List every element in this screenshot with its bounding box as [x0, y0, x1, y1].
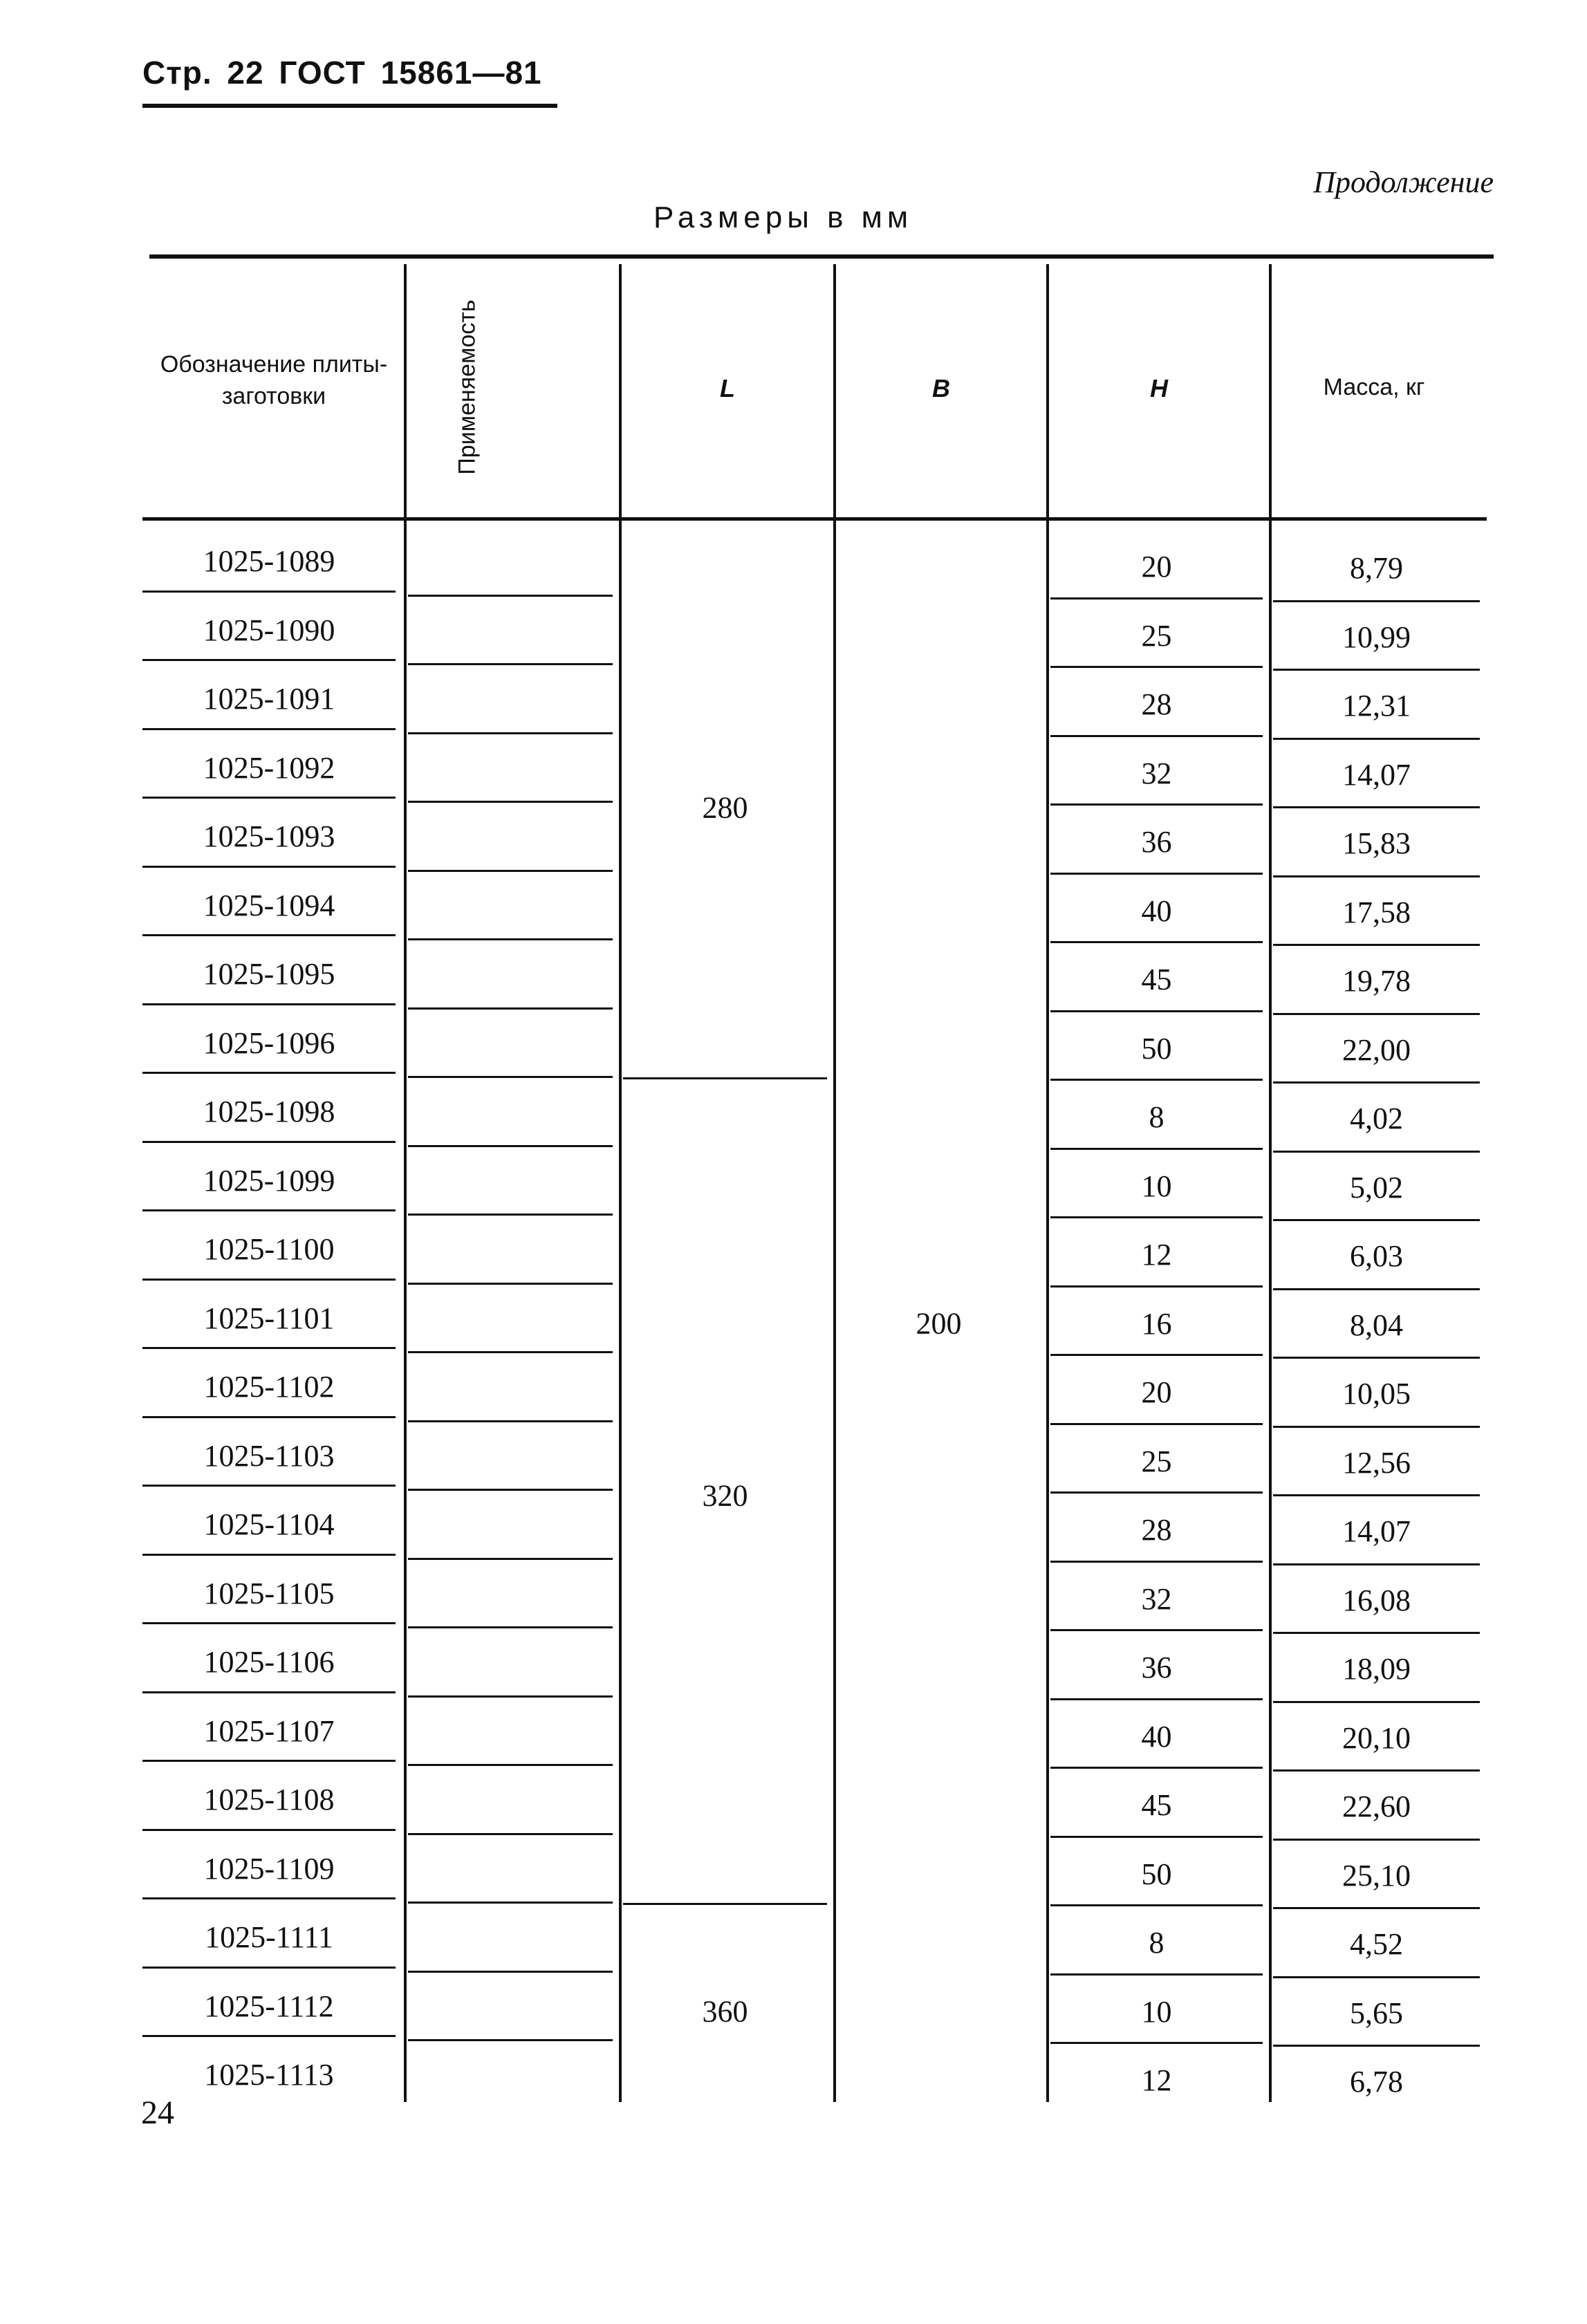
row-rule: [1050, 873, 1263, 875]
mass-cell: 10,99: [1342, 620, 1411, 654]
row-rule: [408, 1764, 613, 1766]
row-rule: [408, 1902, 613, 1904]
row-rule: [1050, 1973, 1263, 1976]
mass-cell: 14,07: [1342, 757, 1411, 792]
row-rule: [142, 934, 396, 936]
row-rule: [1050, 1904, 1263, 1906]
row-rule: [1273, 875, 1480, 877]
row-rule: [1273, 1357, 1480, 1359]
row-rule: [142, 1279, 396, 1281]
row-rule: [1050, 1216, 1263, 1218]
mass-cell: 10,05: [1342, 1377, 1411, 1411]
row-rule: [142, 1622, 396, 1624]
row-rule: [1050, 1836, 1263, 1838]
mass-cell: 6,78: [1350, 2065, 1403, 2099]
row-rule: [408, 732, 613, 734]
mass-cell: 22,60: [1342, 1790, 1411, 1823]
row-rule: [142, 866, 396, 868]
h-cell: 10: [1141, 1994, 1172, 2029]
row-rule: [142, 1691, 396, 1693]
header-rule: [142, 104, 557, 108]
row-rule: [142, 1209, 396, 1211]
col-divider: [404, 264, 407, 2102]
mass-cell: 12,31: [1342, 689, 1411, 723]
designation-cell: 1025-1107: [203, 1713, 335, 1748]
designation-cell: 1025-1092: [203, 750, 335, 785]
row-rule: [1273, 1013, 1480, 1015]
row-rule: [1273, 2045, 1480, 2047]
h-cell: 8: [1149, 1926, 1164, 1960]
mass-cell: 4,02: [1350, 1101, 1403, 1135]
row-rule: [1273, 1151, 1480, 1153]
mass-cell: 6,03: [1350, 1239, 1403, 1273]
row-rule: [408, 870, 613, 872]
row-rule: [142, 1416, 396, 1418]
designation-cell: 1025-1112: [204, 1989, 334, 2023]
row-rule: [1273, 1288, 1480, 1290]
designation-cell: 1025-1089: [203, 544, 335, 578]
h-cell: 25: [1141, 1444, 1172, 1478]
row-rule: [1273, 1081, 1480, 1084]
row-rule: [1273, 1701, 1480, 1703]
mass-cell: 8,79: [1350, 551, 1403, 585]
row-rule: [142, 2035, 396, 2037]
row-rule: [142, 728, 396, 730]
h-cell: 8: [1149, 1100, 1164, 1134]
row-rule: [1273, 1907, 1480, 1909]
h-cell: 36: [1141, 1651, 1172, 1684]
row-rule: [1050, 735, 1263, 737]
h-cell: 40: [1141, 893, 1172, 928]
mass-cell: 16,08: [1342, 1583, 1411, 1617]
h-cell: 16: [1141, 1306, 1172, 1341]
row-rule: [142, 1897, 396, 1899]
row-rule: [408, 1626, 613, 1628]
b-value-cell: 200: [916, 1306, 962, 1341]
row-rule: [408, 1007, 613, 1010]
row-rule: [142, 1760, 396, 1762]
designation-cell: 1025-1105: [203, 1576, 335, 1610]
row-rule: [1050, 1561, 1263, 1563]
row-rule: [142, 1829, 396, 1831]
row-rule: [142, 1072, 396, 1074]
row-rule: [408, 801, 613, 803]
row-rule: [623, 1903, 827, 1905]
page-prefix: Стр. 22: [142, 55, 264, 91]
designation-cell: 1025-1094: [203, 888, 335, 922]
row-rule: [1273, 600, 1480, 602]
row-rule: [408, 1145, 613, 1147]
col-header-mass: Масса, кг: [1323, 374, 1425, 400]
designation-cell: 1025-1111: [205, 1920, 333, 1954]
designation-cell: 1025-1104: [203, 1507, 335, 1541]
l-value-cell: 320: [702, 1478, 748, 1513]
col-header-applicability: Применяемость: [454, 299, 481, 475]
col-divider: [619, 264, 622, 2102]
row-rule: [1273, 1769, 1480, 1772]
row-rule: [1273, 1976, 1480, 1978]
row-rule: [142, 1967, 396, 1969]
col-divider: [1269, 264, 1272, 2102]
h-cell: 10: [1141, 1169, 1172, 1203]
row-rule: [408, 663, 613, 665]
mass-cell: 5,02: [1350, 1170, 1403, 1205]
l-value-cell: 280: [702, 790, 748, 825]
designation-cell: 1025-1109: [203, 1851, 335, 1886]
designation-cell: 1025-1093: [203, 819, 335, 853]
l-value-cell: 360: [702, 1994, 748, 2029]
row-rule: [1273, 1563, 1480, 1565]
designation-cell: 1025-1101: [203, 1301, 335, 1335]
h-cell: 25: [1141, 618, 1172, 653]
row-rule: [408, 1420, 613, 1422]
mass-cell: 18,09: [1342, 1652, 1411, 1686]
row-rule: [1050, 1148, 1263, 1150]
designation-cell: 1025-1098: [203, 1095, 335, 1128]
row-rule: [1050, 1354, 1263, 1356]
row-rule: [623, 1077, 827, 1079]
row-rule: [408, 1558, 613, 1560]
h-cell: 50: [1141, 1031, 1172, 1066]
row-rule: [408, 1695, 613, 1698]
row-rule: [1050, 1698, 1263, 1700]
row-rule: [1273, 1219, 1480, 1221]
units-caption: Размеры в мм: [653, 201, 913, 234]
row-rule: [1273, 1494, 1480, 1496]
designation-cell: 1025-1108: [203, 1783, 335, 1816]
h-cell: 45: [1141, 1788, 1172, 1822]
h-cell: 20: [1141, 550, 1172, 584]
designation-cell: 1025-1096: [203, 1025, 335, 1060]
row-rule: [408, 595, 613, 597]
row-rule: [1050, 803, 1263, 806]
row-rule: [1050, 1079, 1263, 1081]
h-cell: 40: [1141, 1719, 1172, 1754]
page-number: 24: [141, 2094, 174, 2131]
row-rule: [1273, 944, 1480, 946]
row-rule: [408, 2039, 613, 2041]
h-cell: 20: [1141, 1375, 1172, 1409]
designation-cell: 1025-1091: [203, 682, 335, 716]
row-rule: [408, 1283, 613, 1285]
designation-cell: 1025-1090: [203, 613, 335, 647]
row-rule: [408, 1971, 613, 1973]
row-rule: [408, 1351, 613, 1353]
row-rule: [1273, 669, 1480, 671]
row-rule: [1050, 666, 1263, 668]
col-header-L: L: [720, 374, 735, 402]
designation-cell: 1025-1106: [203, 1645, 335, 1679]
row-rule: [1273, 738, 1480, 740]
designation-cell: 1025-1113: [204, 2058, 334, 2092]
row-rule: [142, 1003, 396, 1005]
h-cell: 36: [1141, 825, 1172, 859]
table-top-rule: [149, 254, 1494, 259]
mass-cell: 22,00: [1342, 1032, 1411, 1067]
mass-cell: 15,83: [1342, 826, 1411, 860]
row-rule: [1050, 1010, 1263, 1012]
col-divider: [833, 264, 836, 2102]
mass-cell: 14,07: [1342, 1514, 1411, 1548]
row-rule: [142, 591, 396, 593]
mass-cell: 4,52: [1350, 1927, 1403, 1961]
h-cell: 45: [1141, 963, 1172, 996]
col-header-designation: Обозначение плиты-заготовки: [160, 351, 388, 409]
col-divider: [1046, 264, 1049, 2102]
designation-cell: 1025-1102: [203, 1370, 335, 1404]
mass-cell: 5,65: [1350, 1996, 1403, 2030]
row-rule: [1273, 806, 1480, 808]
row-rule: [1273, 1839, 1480, 1841]
mass-cell: 12,56: [1342, 1445, 1411, 1480]
mass-cell: 17,58: [1342, 895, 1411, 929]
row-rule: [408, 1833, 613, 1835]
row-rule: [1050, 2042, 1263, 2044]
row-rule: [142, 1554, 396, 1556]
row-rule: [1050, 1423, 1263, 1425]
page-header: [142, 54, 542, 91]
row-rule: [408, 938, 613, 940]
h-cell: 32: [1141, 1581, 1172, 1616]
row-rule: [142, 797, 396, 799]
mass-cell: 8,04: [1350, 1308, 1403, 1342]
document-id: ГОСТ 15861—81: [279, 55, 542, 91]
designation-cell: 1025-1099: [203, 1163, 335, 1198]
h-cell: 50: [1141, 1857, 1172, 1891]
row-rule: [1050, 1629, 1263, 1631]
h-cell: 32: [1141, 756, 1172, 790]
mass-cell: 25,10: [1342, 1858, 1411, 1893]
table-header-rule: [142, 517, 1487, 521]
row-rule: [1050, 1491, 1263, 1494]
continuation-label: Продолжение: [1313, 165, 1494, 199]
h-cell: 28: [1141, 687, 1172, 721]
row-rule: [142, 1141, 396, 1143]
mass-cell: 19,78: [1342, 964, 1411, 998]
designation-cell: 1025-1103: [203, 1438, 335, 1473]
row-rule: [408, 1489, 613, 1491]
row-rule: [1273, 1426, 1480, 1428]
row-rule: [142, 1347, 396, 1349]
row-rule: [1050, 597, 1263, 599]
row-rule: [1273, 1632, 1480, 1634]
mass-cell: 20,10: [1342, 1720, 1411, 1755]
designation-cell: 1025-1095: [203, 957, 335, 991]
designation-cell: 1025-1100: [203, 1232, 335, 1266]
h-cell: 12: [1141, 1238, 1172, 1272]
row-rule: [1050, 1285, 1263, 1288]
row-rule: [408, 1214, 613, 1216]
row-rule: [142, 659, 396, 661]
row-rule: [1050, 1767, 1263, 1769]
col-header-H: H: [1150, 374, 1168, 402]
h-cell: 12: [1141, 2063, 1172, 2097]
row-rule: [142, 1485, 396, 1487]
row-rule: [408, 1076, 613, 1078]
h-cell: 28: [1141, 1513, 1172, 1547]
col-header-B: B: [932, 374, 950, 402]
row-rule: [1050, 941, 1263, 943]
